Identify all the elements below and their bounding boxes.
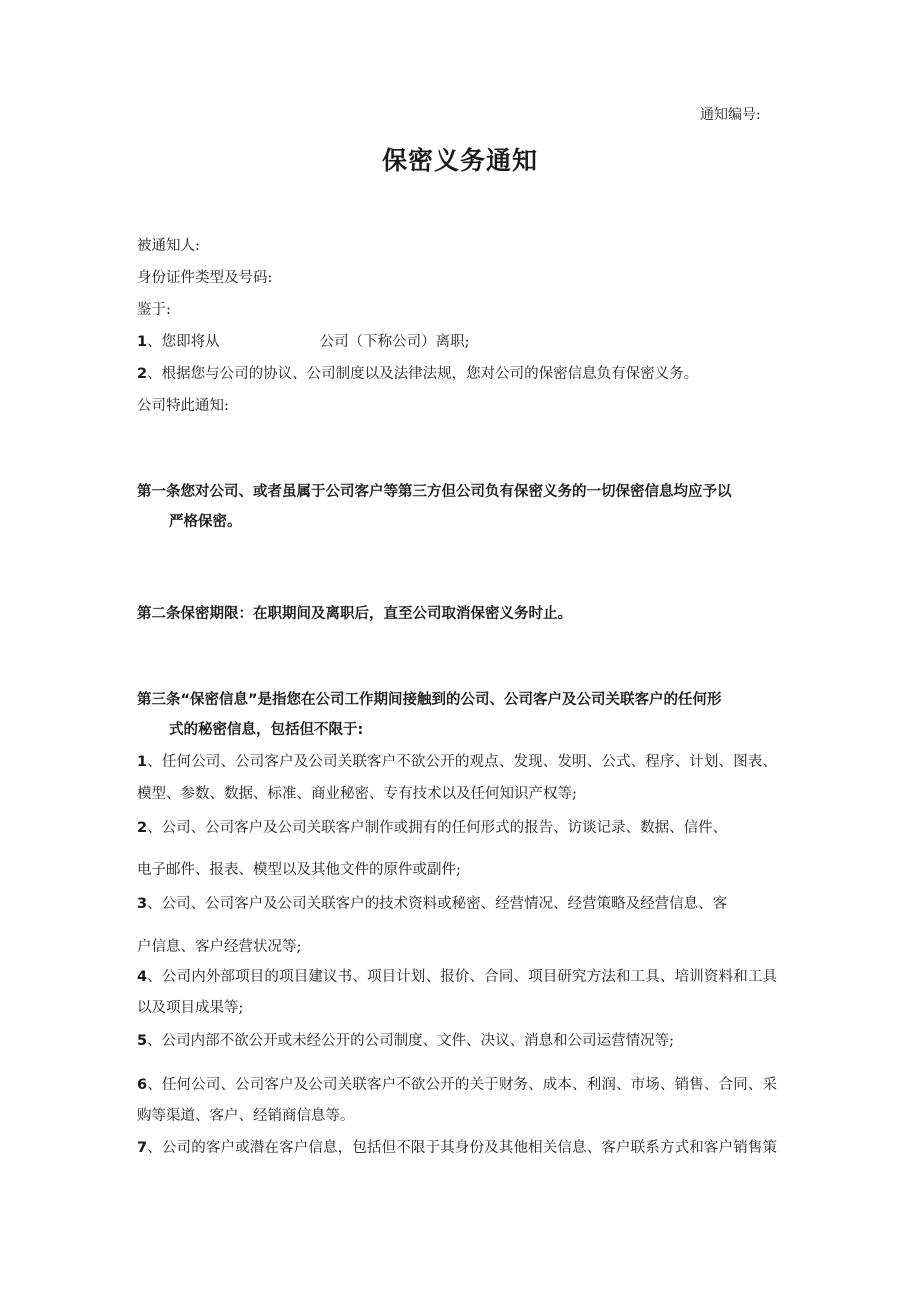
notice-intro: 公司特此通知:	[137, 398, 229, 414]
recipient-id-label: 身份证件类型及号码:	[137, 270, 273, 286]
list-item: 5、公司内部不欲公开或未经公开的公司制度、文件、决议、消息和公司运营情况等;	[137, 1033, 674, 1049]
article-1-line-2: 严格保密。	[169, 514, 242, 530]
whereas-item-2-text: 、根据您与公司的协议、公司制度以及法律法规，您对公司的保密信息负有保密义务。	[147, 366, 699, 382]
whereas-item-2	[137, 364, 698, 384]
item-number: 1	[137, 334, 148, 350]
list-item: 2、公司、公司客户及公司关联客户制作或拥有的任何形式的报告、访谈记录、数据、信件、	[137, 820, 728, 836]
article-3-line-2: 式的秘密信息，包括但不限于:	[169, 722, 364, 738]
whereas-item-1	[137, 332, 469, 352]
article-1-line-1: 第一条您对公司、或者虽属于公司客户等第三方但公司负有保密义务的一切保密信息均应予以	[137, 484, 732, 500]
article-2: 第二条保密期限：在职期间及离职后，直至公司取消保密义务时止。	[137, 606, 572, 622]
list-item-continuation: 户信息、客户经营状况等;	[137, 939, 302, 955]
list-item: 3、公司、公司客户及公司关联客户的技术资料或秘密、经营情况、经营策略及经营信息、客	[137, 896, 728, 912]
list-item: 7、公司的客户或潜在客户信息，包括但不限于其身份及其他相关信息、客户联系方式和客户销售策	[137, 1140, 777, 1156]
article-3-line-1: 第三条“保密信息”是指您在公司工作期间接触到的公司、公司客户及公司关联客户的任何形	[137, 692, 722, 708]
recipient-name-label: 被通知人:	[137, 238, 200, 254]
whereas-label: 鉴于:	[137, 302, 171, 318]
list-item-continuation: 以及项目成果等;	[137, 1000, 244, 1016]
list-item-continuation: 购等渠道、客户、经销商信息等。	[137, 1108, 355, 1124]
list-item-continuation: 模型、参数、数据、标准、商业秘密、专有技术以及任何知识产权等;	[137, 786, 577, 802]
notice-number-label: 通知编号:	[700, 107, 761, 123]
list-item: 6、任何公司、公司客户及公司关联客户不欲公开的关于财务、成本、利润、市场、销售、合同、采	[137, 1077, 777, 1093]
list-item: 4、公司内外部项目的项目建议书、项目计划、报价、合同、项目研究方法和工具、培训资料和工具	[137, 969, 777, 985]
list-item-continuation: 电子邮件、报表、模型以及其他文件的原件或副件;	[137, 862, 461, 878]
whereas-item-1-post: 公司（下称公司）离职;	[319, 334, 470, 350]
list-item: 1、任何公司、公司客户及公司关联客户不欲公开的观点、发现、发明、公式、程序、计划、图表、	[137, 754, 777, 770]
item-number: 2	[137, 366, 148, 382]
whereas-item-1-pre: 、您即将从	[147, 334, 220, 350]
page-title: 保密义务通知	[381, 146, 538, 175]
